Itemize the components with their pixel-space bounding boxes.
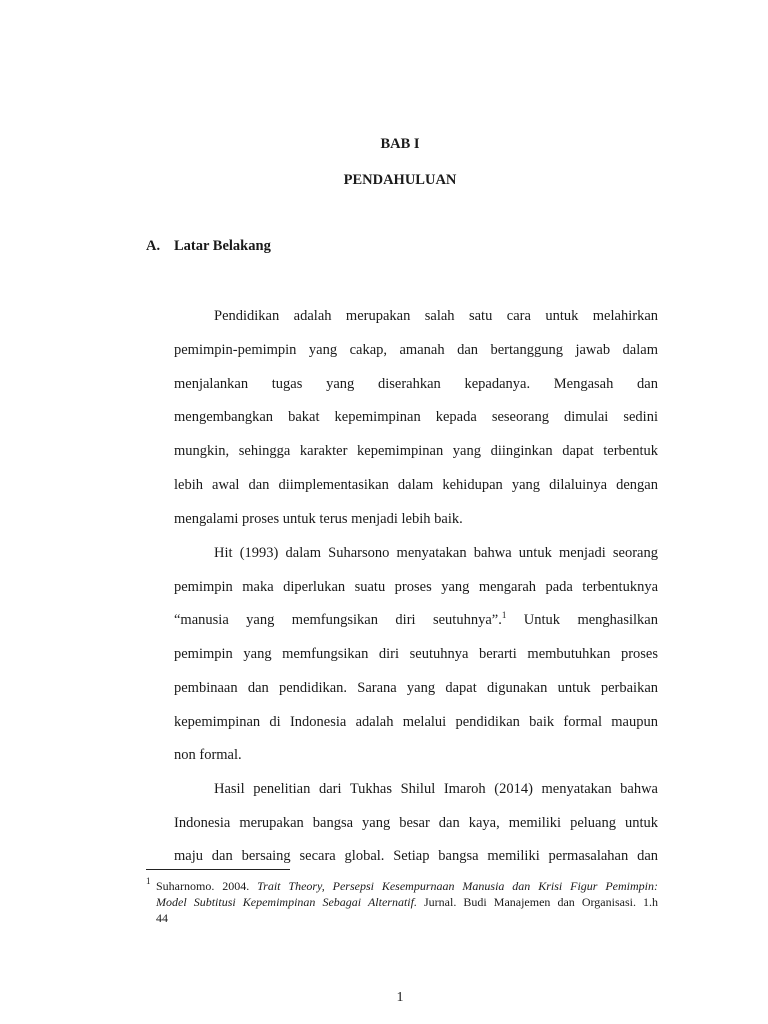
- paragraph-line: non formal.: [174, 747, 242, 763]
- paragraph-line: Hit (1993) dalam Suharsono menyatakan bahwa untuk menjadi seorang: [214, 545, 658, 561]
- footnote-title: Trait Theory, Persepsi Kesempurnaan Manusia dan Krisi Figur Pemimpin:: [257, 879, 658, 893]
- footnote-journal: Jurnal. Budi Manajemen dan Organisasi. 1.h: [424, 895, 658, 909]
- section-heading: [146, 238, 271, 255]
- paragraph-line: pemimpin yang memfungsikan diri seutuhnya berarti membutuhkan proses: [174, 646, 658, 662]
- section-title: Latar Belakang: [174, 238, 271, 254]
- footnote-separator: [146, 869, 290, 870]
- quoted-phrase: “manusia yang memfungsikan diri seutuhnya”.: [174, 612, 502, 628]
- section-letter: A.: [146, 238, 161, 254]
- chapter-number: BAB I: [380, 136, 420, 152]
- paragraph-line: Pendidikan adalah merupakan salah satu cara untuk melahirkan: [214, 308, 658, 324]
- paragraph-line: mungkin, sehingga karakter kepemimpinan yang diinginkan dapat terbentuk: [174, 443, 658, 459]
- footnote-title-continued: Model Subtitusi Kepemimpinan Sebagai Alternatif.: [156, 895, 417, 909]
- paragraph-line: lebih awal dan diimplementasikan dalam kehidupan yang dilaluinya dengan: [174, 477, 658, 493]
- paragraph-line: Hasil penelitian dari Tukhas Shilul Imaroh (2014) menyatakan bahwa: [214, 781, 658, 797]
- paragraph-line: menjalankan tugas yang diserahkan kepadanya. Mengasah dan: [174, 376, 658, 392]
- page-number: 1: [396, 990, 404, 1005]
- chapter-title: PENDAHULUAN: [343, 172, 457, 188]
- paragraph-line: kepemimpinan di Indonesia adalah melalui pendidikan baik formal maupun: [174, 714, 658, 730]
- paragraph-line: Indonesia merupakan bangsa yang besar dan kaya, memiliki peluang untuk: [174, 815, 658, 831]
- footnote-page: 44: [156, 911, 168, 925]
- paragraph-line: pemimpin maka diperlukan suatu proses yang mengarah pada terbentuknya: [174, 579, 658, 595]
- footnote-line: [156, 879, 658, 894]
- footnote-mark: 1: [146, 876, 151, 886]
- line-continuation: Untuk menghasilkan: [523, 612, 658, 628]
- footnote-author-year: Suharnomo. 2004.: [156, 879, 250, 893]
- paragraph-line: pemimpin-pemimpin yang cakap, amanah dan bertanggung jawab dalam: [174, 342, 658, 358]
- footnote-line: [156, 895, 658, 910]
- paragraph-line: pembinaan dan pendidikan. Sarana yang dapat digunakan untuk perbaikan: [174, 680, 658, 696]
- footnote-reference: 1: [501, 610, 507, 620]
- paragraph-line: mengembangkan bakat kepemimpinan kepada seseorang dimulai sedini: [174, 409, 658, 425]
- paragraph-line: maju dan bersaing secara global. Setiap bangsa memiliki permasalahan dan: [174, 848, 658, 864]
- paragraph-line-with-footnote: [174, 611, 658, 629]
- paragraph-line: mengalami proses untuk terus menjadi lebih baik.: [174, 511, 463, 527]
